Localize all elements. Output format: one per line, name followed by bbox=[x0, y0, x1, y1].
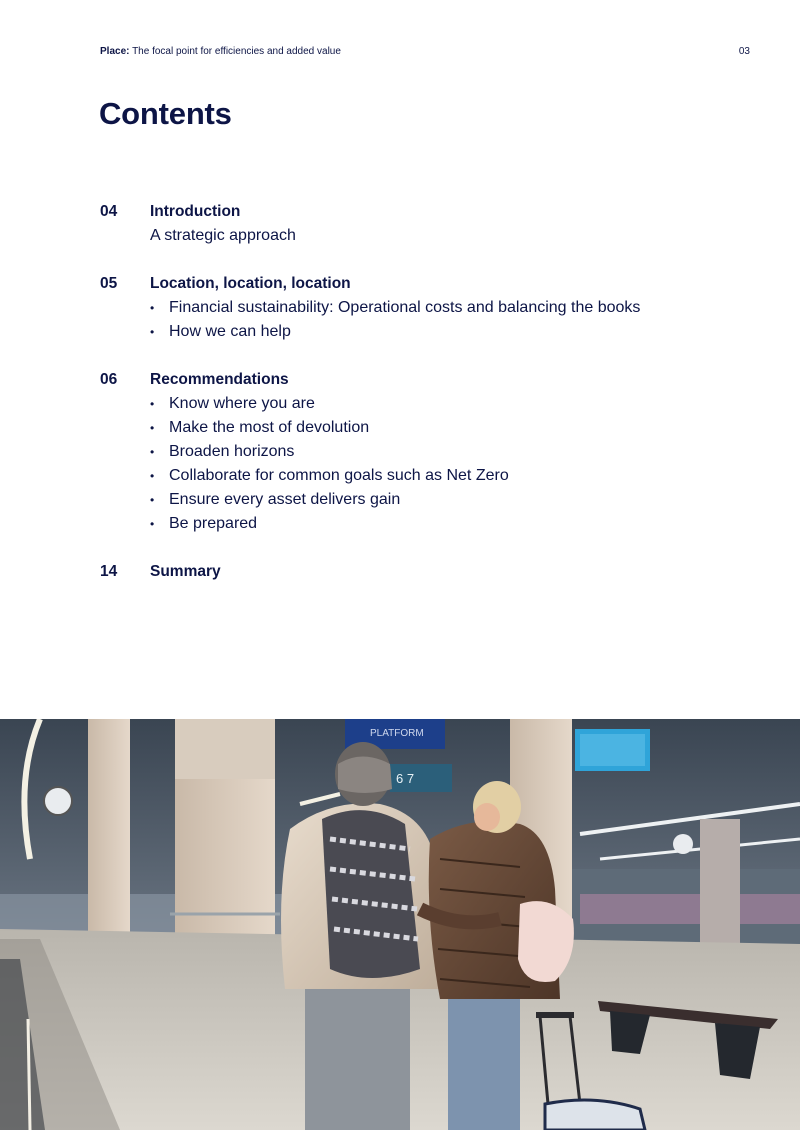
section-page-number: 05 bbox=[100, 275, 118, 292]
list-item-text: Ensure every asset delivers gain bbox=[169, 491, 401, 508]
page-title: Contents bbox=[99, 96, 232, 131]
section-page-number: 14 bbox=[100, 563, 118, 580]
list-item bbox=[150, 320, 740, 344]
bullet-icon: • bbox=[150, 469, 155, 483]
section-heading: Summary bbox=[150, 563, 221, 580]
header-tagline: The focal point for efficiencies and added value bbox=[129, 46, 341, 57]
list-item bbox=[150, 392, 740, 416]
bullet-icon: • bbox=[150, 493, 155, 507]
bullet-icon: • bbox=[150, 517, 155, 531]
toc-section-recommendations[interactable] bbox=[100, 368, 740, 536]
section-subheading: A strategic approach bbox=[150, 227, 296, 244]
bullet-icon: • bbox=[150, 397, 155, 411]
table-of-contents bbox=[100, 200, 740, 608]
list-item-text: Broaden horizons bbox=[169, 443, 295, 460]
header-label: Place: bbox=[100, 46, 130, 57]
list-item bbox=[150, 296, 740, 320]
page-number: 03 bbox=[738, 46, 750, 57]
bullet-icon: • bbox=[150, 445, 155, 459]
gate-sign-text: 6 7 bbox=[396, 771, 415, 786]
list-item bbox=[150, 512, 740, 536]
section-heading: Recommendations bbox=[150, 371, 289, 388]
page-header bbox=[100, 46, 750, 60]
list-item-text: Financial sustainability: Operational costs and balancing the books bbox=[169, 299, 641, 316]
list-item-text: Make the most of devolution bbox=[169, 419, 370, 436]
bullet-icon: • bbox=[150, 301, 155, 315]
list-item-text: Collaborate for common goals such as Net Zero bbox=[169, 467, 509, 484]
toc-section-introduction[interactable] bbox=[100, 200, 740, 248]
bullet-icon: • bbox=[150, 421, 155, 435]
section-item-list bbox=[150, 296, 740, 344]
list-item bbox=[150, 416, 740, 440]
toc-section-location[interactable] bbox=[100, 272, 740, 344]
section-heading: Introduction bbox=[150, 203, 241, 220]
list-item-text: Know where you are bbox=[169, 395, 315, 412]
section-heading: Location, location, location bbox=[150, 275, 351, 292]
station-platform-photo bbox=[0, 719, 800, 1130]
list-item bbox=[150, 464, 740, 488]
platform-sign-text: PLATFORM bbox=[370, 728, 424, 739]
section-page-number: 06 bbox=[100, 371, 118, 388]
list-item-text: How we can help bbox=[169, 323, 291, 340]
list-item bbox=[150, 488, 740, 512]
toc-section-summary[interactable] bbox=[100, 560, 740, 584]
list-item bbox=[150, 440, 740, 464]
section-page-number: 04 bbox=[100, 203, 118, 220]
section-item-list bbox=[150, 392, 740, 536]
list-item-text: Be prepared bbox=[169, 515, 258, 532]
bullet-icon: • bbox=[150, 325, 155, 339]
